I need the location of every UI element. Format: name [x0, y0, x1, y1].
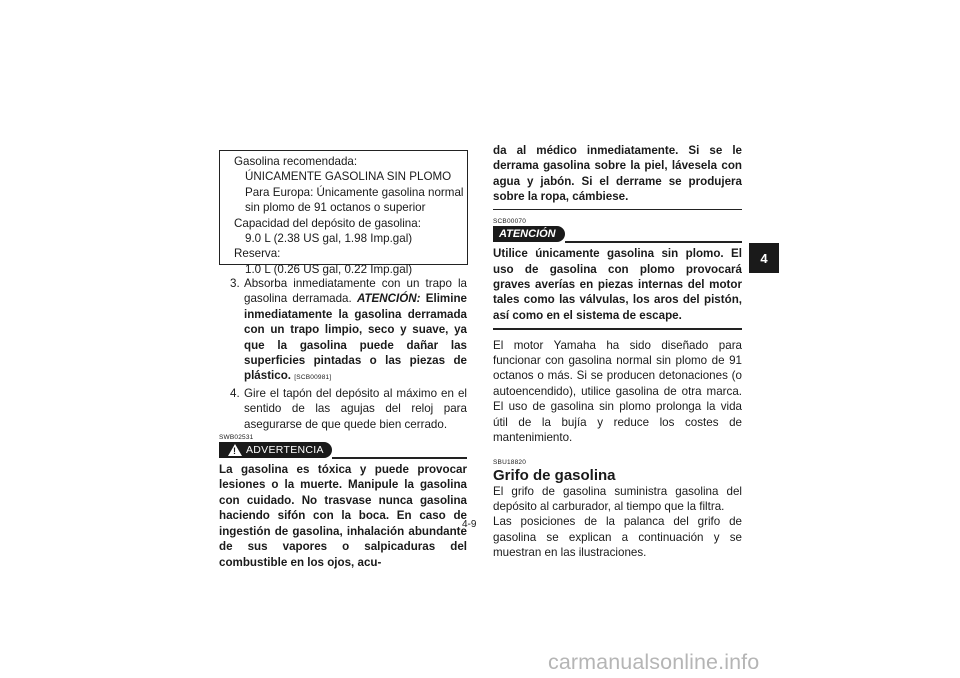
warning-text-part2: da al médico inmediatamente. Si se le derrama gasolina sobre la piel, lávesela con agua y jabón. Si el derrame se produjera sobre la ropa, cámbiese.	[493, 144, 742, 204]
exclamation-icon: !	[233, 446, 237, 457]
spec-line-octane: sin plomo de 91 octanos o superior	[245, 201, 426, 215]
section-paragraph-1: El grifo de gasolina suministra gasolina del depósito al carburador, al tiempo que la filtra.	[493, 484, 742, 513]
chapter-tab: 4	[749, 243, 779, 273]
engine-paragraph: El motor Yamaha ha sido diseñado para funcionar con gasolina normal sin plomo de 91 octanos o más. Si se producen detonaciones (o autoencendido), utilice gasolina de otra marca. El uso de gasolina sin plomo prolonga la vida útil de la bujía y reduce los costes de mantenimiento.	[493, 338, 742, 445]
step-3-code: [SCB00981]	[294, 374, 332, 382]
right-column	[493, 143, 742, 561]
attention-text: Utilice únicamente gasolina sin plomo. El uso de gasolina con plomo provocará graves averías en piezas internas del motor tales como las válvulas, los aros del pistón, así como en el sistema de escape.	[493, 247, 742, 322]
page-number: 4-9	[462, 519, 477, 530]
left-column	[219, 276, 467, 570]
step-4-text: Gire el tapón del depósito al máximo en el sentido de las agujas del reloj para asegurarse de que quede bien cerrado.	[244, 386, 467, 431]
spec-line-tank-capacity-value: 9.0 L (2.38 US gal, 1.98 Imp.gal)	[245, 232, 413, 246]
section-paragraph-2: Las posiciones de la palanca del grifo de gasolina se explican a continuación y se muestran en las ilustraciones.	[493, 515, 742, 560]
spec-line-europe: Para Europa: Únicamente gasolina normal	[245, 185, 464, 199]
attention-header	[493, 226, 742, 242]
spec-line-reserve-label: Reserva:	[234, 247, 281, 261]
attention-end-rule	[493, 328, 742, 330]
section-title: Grifo de gasolina	[493, 466, 616, 484]
warning-header	[219, 442, 467, 458]
attention-code: SCB00070	[493, 218, 527, 226]
step-3-attention-label: ATENCIÓN:	[356, 292, 421, 306]
attention-badge: ATENCIÓN	[493, 226, 565, 242]
fuel-spec-box	[219, 150, 468, 276]
attention-header-rule	[565, 241, 742, 243]
warning-end-rule	[493, 209, 742, 211]
step-3-number: 3.	[230, 277, 240, 290]
step-3-attention-text: Elimine inmediatamente la gasolina derramada con un trapo limpio, seco y suave, ya que la gasolina puede dañar las superficies pintadas o las piezas de plástico.	[244, 292, 467, 383]
spec-line-reserve-value: 1.0 L (0.26 US gal, 0.22 Imp.gal)	[245, 262, 413, 276]
warning-text-part1: La gasolina es tóxica y puede provocar lesiones o la muerte. Manipule la gasolina con cuidado. No trasvase nunca gasolina haciendo sifón con la boca. En caso de ingestión de gasolina, inhalación abundante de sus vapores o salpicaduras del combustible en los ojos, acu-	[219, 463, 467, 569]
step-4-number: 4.	[230, 386, 240, 400]
step-3	[219, 276, 467, 386]
spec-line-unleaded-only: ÚNICAMENTE GASOLINA SIN PLOMO	[245, 170, 452, 184]
step-4	[219, 386, 467, 432]
warning-code: SWB02531	[219, 434, 254, 442]
step-3-text: Absorba inmediatamente con un trapo la gasolina derramada.	[244, 277, 467, 306]
warning-header-rule	[332, 457, 467, 459]
watermark: carmanualsonline.info	[548, 650, 760, 674]
warning-label: ADVERTENCIA	[246, 444, 324, 457]
section-code: SBU18820	[493, 458, 527, 466]
warning-badge	[219, 442, 332, 458]
spec-line-recommended-fuel: Gasolina recomendada:	[234, 155, 358, 168]
spec-line-tank-capacity-label: Capacidad del depósito de gasolina:	[234, 216, 421, 230]
